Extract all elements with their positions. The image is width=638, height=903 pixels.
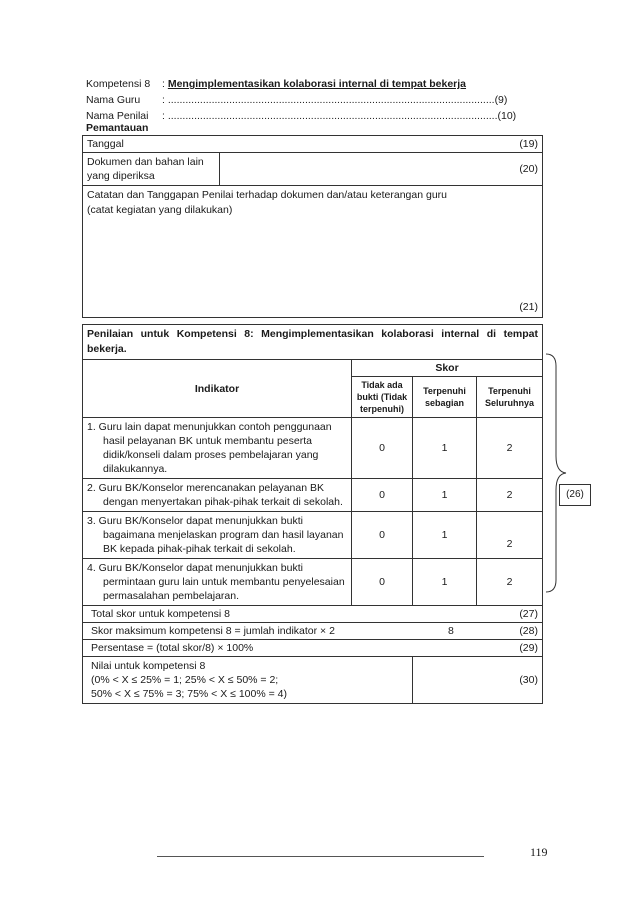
catatan-line2: (catat kegiatan yang dilakukan) [87,204,233,216]
penilai-label: Nama Penilai [86,110,149,122]
nilai-cell [83,657,413,704]
indikator-header: Indikator [83,360,352,418]
indicator-text: 1. Guru lain dapat menunjukkan contoh penggunaan hasil pelayanan BK untuk membantu peserta didik/konseli dalam proses pembelajaran yang dilakukannya. [83,418,352,479]
guru-label: Nama Guru [86,94,141,106]
total-label: Total skor untuk kompetensi 8 [91,608,230,620]
tanggal-ref: (19) [519,138,538,150]
catatan-cell [83,186,543,318]
col-tidak-ada: Tidak ada bukti (Tidak terpenuhi) [352,377,413,418]
assessment-title: Penilaian untuk Kompetensi 8: Mengimplementasikan kolaborasi internal di tempat bekerja. [83,325,543,360]
catatan-ref: (21) [519,301,538,313]
persen-ref: (29) [519,642,538,654]
kompetensi-label: Kompetensi 8 [86,78,151,90]
tanggal-label: Tanggal [87,138,124,150]
assessment-table [82,324,543,704]
score-2: 2 [477,479,543,512]
page-number: 119 [530,845,548,859]
score-1: 1 [413,559,477,606]
col-seluruhnya: Terpenuhi Seluruhnya [477,377,543,418]
persen-row [83,640,543,657]
penilai-value: : .................................................................................................................(10) [162,110,517,122]
score-1: 1 [413,479,477,512]
brace-label: (26) [559,484,591,506]
footer-line [157,856,484,857]
indicator-text: 3. Guru BK/Konselor dapat menunjukkan bukti bagaimana menjelaskan program dan hasil layanan BK kepada pihak-pihak terkait di sekolah. [83,512,352,559]
score-0: 0 [352,418,413,479]
persen-label: Persentase = (total skor/8) × 100% [91,642,254,654]
max-label: Skor maksimum kompetensi 8 = jumlah indikator × 2 [91,625,335,637]
score-0: 0 [352,479,413,512]
max-ref: (28) [519,625,538,637]
indicator-text: 4. Guru BK/Konselor dapat menunjukkan bukti permintaan guru lain untuk membantu penyelesaian permasalahan pembelajaran. [83,559,352,606]
score-1: 1 [413,418,477,479]
score-0: 0 [352,559,413,606]
skor-header: Skor [352,360,543,377]
dokumen-label: Dokumen dan bahan lain yang diperiksa [83,153,220,186]
table-row [83,418,543,479]
nilai-line2: (0% < X ≤ 25% = 1; 25% < X ≤ 50% = 2; [91,674,279,686]
total-row [83,606,543,623]
table-row [83,479,543,512]
table-row [83,559,543,606]
catatan-line1: Catatan dan Tanggapan Penilai terhadap dokumen dan/atau keterangan guru [87,189,448,201]
max-value: 8 [448,625,454,637]
dokumen-ref: (20) [220,153,543,186]
score-2: 2 [477,559,543,606]
nilai-line3: 50% < X ≤ 75% = 3; 75% < X ≤ 100% = 4) [91,688,287,700]
score-0: 0 [352,512,413,559]
kompetensi-value: : Mengimplementasikan kolaborasi internal di tempat bekerja [162,78,467,90]
max-row [83,623,543,640]
indicator-text: 2. Guru BK/Konselor merencanakan pelayanan BK dengan menyertakan pihak-pihak terkait di sekolah. [83,479,352,512]
guru-value: : ................................................................................................................(9) [162,94,508,106]
nilai-ref: (30) [413,657,543,704]
nilai-line1: Nilai untuk kompetensi 8 [91,660,206,672]
kompetensi-title: Mengimplementasikan kolaborasi internal di tempat bekerja [167,78,467,90]
pemantauan-label: Pemantauan [86,122,149,134]
total-ref: (27) [519,608,538,620]
score-2: 2 [477,418,543,479]
monitoring-table [82,135,543,318]
tanggal-cell [83,136,543,153]
table-row [83,512,543,559]
brace-icon [540,352,570,594]
score-1: 1 [413,512,477,559]
score-2: 2 [477,512,543,559]
col-sebagian: Terpenuhi sebagian [413,377,477,418]
